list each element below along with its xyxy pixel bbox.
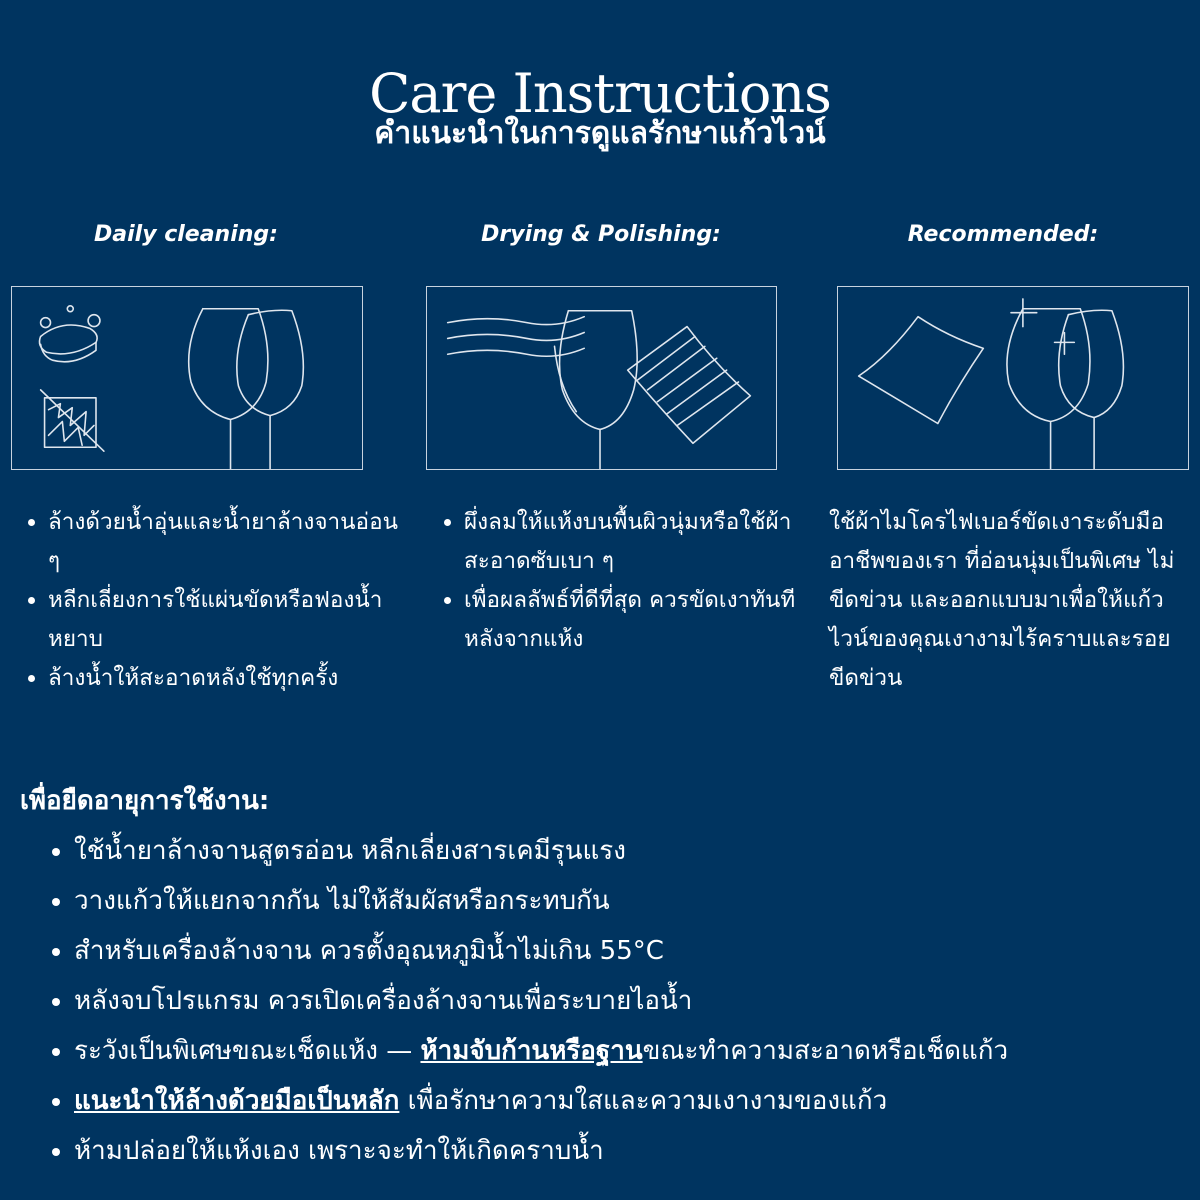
page-title: Care Instructions bbox=[369, 62, 831, 126]
list-item: • ห้ามปล่อยให้แห้งเอง เพราะจะทำให้เกิดคราบน้ำ bbox=[74, 1126, 1200, 1176]
list-item: • วางแก้วให้แยกจากกัน ไม่ให้สัมผัสหรือกระทบกัน bbox=[74, 876, 1200, 926]
wine-glasses-icon bbox=[189, 309, 304, 469]
item-text: ระวังเป็นพิเศษขณะเช็ดแห้ง — bbox=[74, 1036, 421, 1066]
daily-cleaning-list bbox=[12, 503, 398, 698]
drying-polishing-illustration bbox=[426, 286, 777, 470]
longevity-list bbox=[40, 826, 1200, 1176]
list-item bbox=[74, 1076, 1200, 1126]
recommended-illustration bbox=[837, 286, 1189, 470]
page-subtitle: คำแนะนำในการดูแลรักษาแก้วไวน์ bbox=[374, 116, 826, 151]
item-text: ขณะทำความสะอาดหรือเช็ดแก้ว bbox=[642, 1036, 1009, 1066]
wine-glasses-sparkle-icon bbox=[1007, 299, 1123, 469]
emphasis-text: แนะนำให้ล้างด้วยมือเป็นหลัก bbox=[74, 1086, 400, 1116]
item-text: เพื่อรักษาความใสและความเงางามของแก้ว bbox=[399, 1086, 888, 1116]
list-item: • หลังจบโปรแกรม ควรเปิดเครื่องล้างจานเพื่อระบายไอน้ำ bbox=[74, 976, 1200, 1026]
no-scrubbing-pad-icon bbox=[41, 390, 104, 451]
cloth-icon bbox=[628, 327, 751, 444]
sponge-bubbles-icon bbox=[39, 306, 99, 362]
recommended-text: ใช้ผ้าไมโครไฟเบอร์ขัดเงาระดับมืออาชีพของเรา ที่อ่อนนุ่มเป็นพิเศษ ไม่ขีดข่วน และออกแบบมาเพื่อให้แก้วไวน์ของคุณเงางามไร้คราบและรอยขีดข่วน bbox=[829, 509, 1175, 691]
list-item: • เพื่อผลลัพธ์ที่ดีที่สุด ควรขัดเงาทันทีหลังจากแห้ง bbox=[464, 581, 814, 659]
emphasis-text: ห้ามจับก้านหรือฐาน bbox=[420, 1036, 643, 1066]
air-flow-icon bbox=[448, 317, 584, 357]
list-item: • ล้างด้วยน้ำอุ่นและน้ำยาล้างจานอ่อน ๆ bbox=[48, 503, 398, 581]
wine-glass-icon bbox=[555, 311, 638, 469]
list-item: • หลีกเลี่ยงการใช้แผ่นขัดหรือฟองน้ำหยาบ bbox=[48, 581, 398, 659]
list-item: • ใช้น้ำยาล้างจานสูตรอ่อน หลีกเลี่ยงสารเคมีรุนแรง bbox=[74, 826, 1200, 876]
longevity-title: เพื่อยืดอายุการใช้งาน: bbox=[20, 786, 270, 816]
list-item: • ล้างน้ำให้สะอาดหลังใช้ทุกครั้ง bbox=[48, 659, 398, 698]
drying-polishing-list bbox=[428, 503, 814, 659]
list-item: • ผึ่งลมให้แห้งบนพื้นผิวนุ่มหรือใช้ผ้าสะอาดซับเบา ๆ bbox=[464, 503, 814, 581]
recommended-heading: Recommended: bbox=[907, 222, 1099, 247]
list-item: • สำหรับเครื่องล้างจาน ควรตั้งอุณหภูมิน้ำไม่เกิน 55°C bbox=[74, 926, 1200, 976]
daily-cleaning-illustration bbox=[11, 286, 363, 470]
microfiber-cloth-icon bbox=[859, 317, 984, 424]
drying-polishing-heading: Drying & Polishing: bbox=[481, 222, 721, 247]
list-item bbox=[74, 1026, 1200, 1076]
daily-cleaning-heading: Daily cleaning: bbox=[94, 222, 278, 247]
